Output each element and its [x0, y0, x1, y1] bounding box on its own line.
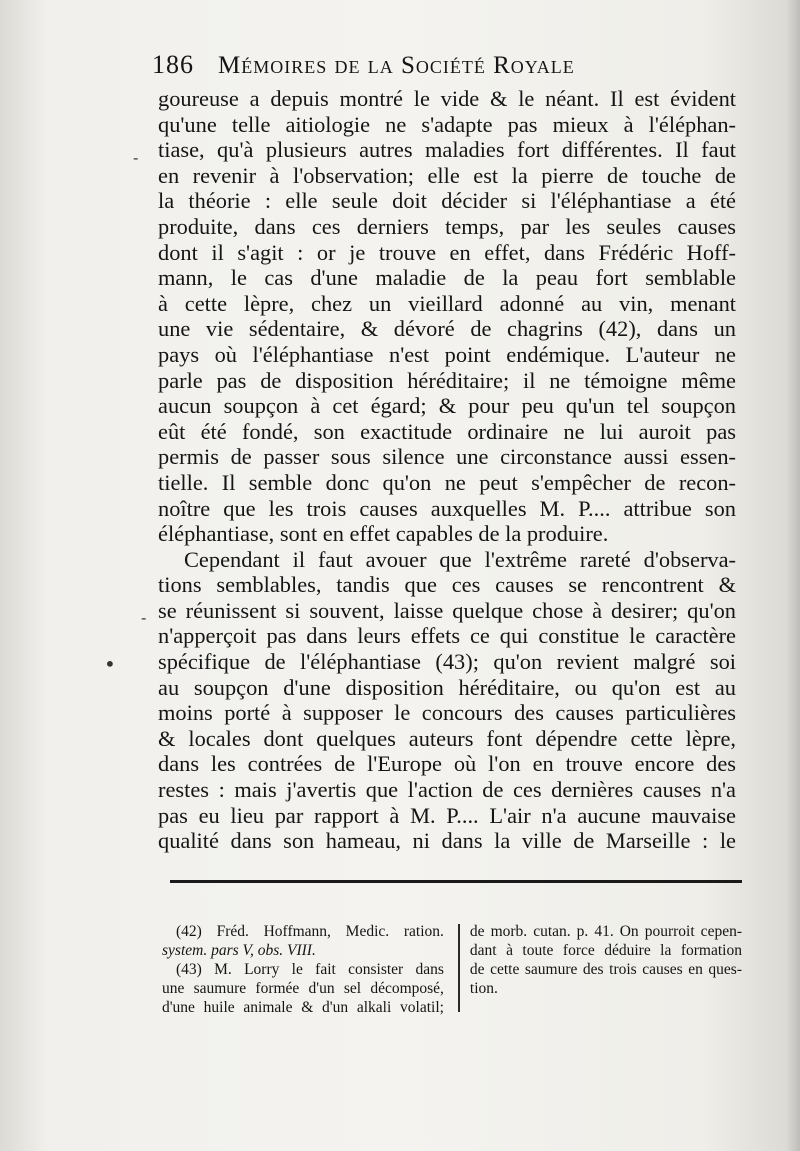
text-line: qu'une telle aitiologie ne s'adapte pas mieux à l'éléphan- [158, 111, 736, 137]
text-line: à cette lèpre, chez un vieillard adonné au vin, menant [158, 290, 736, 316]
text-line: tiase, qu'à plusieurs autres maladies fort différentes. Il faut [158, 137, 736, 163]
text-line: éléphantiase, sont en effet capables de la produire. [158, 521, 609, 547]
text-line: goureuse a depuis montré le vide & le néant. Il est évident [158, 86, 736, 111]
text-line: dans les contrées de l'Europe où l'on en trouve encore des [158, 751, 736, 777]
text-line: moins porté à supposer le concours des causes particulières [158, 700, 736, 726]
page-number: 186 [152, 50, 194, 79]
footnote-line: une saumure formée d'un sel décomposé, [162, 980, 444, 997]
text-line: noître que les trois causes auxquelles M. P.... attribue son [158, 495, 736, 521]
running-title: Mémoires de la Société Royale [218, 52, 575, 79]
text-line: mann, le cas d'une maladie de la peau fort semblable [158, 265, 736, 291]
text-line: eût été fondé, son exactitude ordinaire ne lui auroit pas [158, 418, 736, 444]
text-line: produite, dans ces derniers temps, par les seules causes [158, 213, 736, 239]
text-line: aucun soupçon à cet égard; & pour peu qu'un tel soupçon [158, 393, 736, 419]
footnotes [162, 922, 742, 1017]
margin-dash-mark: - [133, 148, 139, 167]
footnote-line: de morb. cutan. p. 41. On pourroit cepen- [469, 923, 742, 940]
footnote-line: de cette saumure des trois causes en ques- [469, 961, 742, 978]
footnote-line: tion. [469, 980, 498, 997]
footnotes-left-column [162, 922, 452, 1017]
page-header [152, 50, 672, 80]
page-edge-shadow [786, 0, 800, 1151]
footnote-line: dant à toute force déduire la formation [469, 942, 742, 959]
footnote-line: system. pars V, obs. VIII. [162, 942, 316, 959]
text-line: parle pas de disposition héréditaire; il ne témoigne même [158, 367, 736, 393]
column-divider [458, 924, 460, 1012]
text-line: permis de passer sous silence une circonstance aussi essen- [158, 444, 736, 470]
text-line: spécifique de l'éléphantiase (43); qu'on revient malgré soi [158, 649, 736, 675]
text-line: tions semblables, tandis que ces causes se rencontrent & [158, 572, 736, 598]
text-line: se réunissent si souvent, laisse quelque chose à desirer; qu'on [158, 597, 736, 623]
footnote-rule [170, 880, 742, 883]
text-line: qualité dans son hameau, ni dans la ville de Marseille : le [158, 828, 736, 854]
text-line: au soupçon d'une disposition héréditaire, ou qu'on est au [158, 674, 736, 700]
text-line: Cependant il faut avouer que l'extrême rareté d'observa- [184, 546, 736, 572]
footnotes-right-column [466, 922, 742, 1017]
text-line: restes : mais j'avertis que l'action de ces dernières causes n'a [158, 777, 736, 803]
text-line: en revenir à l'observation; elle est la pierre de touche de [158, 162, 736, 188]
margin-dash-mark: - [141, 608, 147, 627]
text-line: pays où l'éléphantiase n'est point endémique. L'auteur ne [158, 341, 736, 367]
text-line: & locales dont quelques auteurs font dépendre cette lèpre, [158, 725, 736, 751]
text-line: pas eu lieu par rapport à M. P.... L'air n'a aucune mauvaise [158, 802, 736, 828]
text-line: n'apperçoit pas dans leurs effets ce qui constitue le caractère [158, 623, 736, 649]
text-line: dont il s'agit : or je trouve en effet, dans Frédéric Hoff- [158, 239, 736, 265]
footnote-line: (43) M. Lorry le fait consister dans [176, 961, 444, 978]
footnote-line: (42) Fréd. Hoffmann, Medic. ration. [176, 923, 444, 940]
text-line: la théorie : elle seule doit décider si l'éléphantiase a été [158, 188, 736, 214]
body-text [158, 86, 736, 854]
text-line: tielle. Il semble donc qu'on ne peut s'empêcher de recon- [158, 469, 736, 495]
footnote-line: d'une huile animale & d'un alkali volatil; [162, 999, 444, 1016]
margin-dot-mark: • [104, 652, 116, 676]
text-line: une vie sédentaire, & dévoré de chagrins (42), dans un [158, 316, 736, 342]
